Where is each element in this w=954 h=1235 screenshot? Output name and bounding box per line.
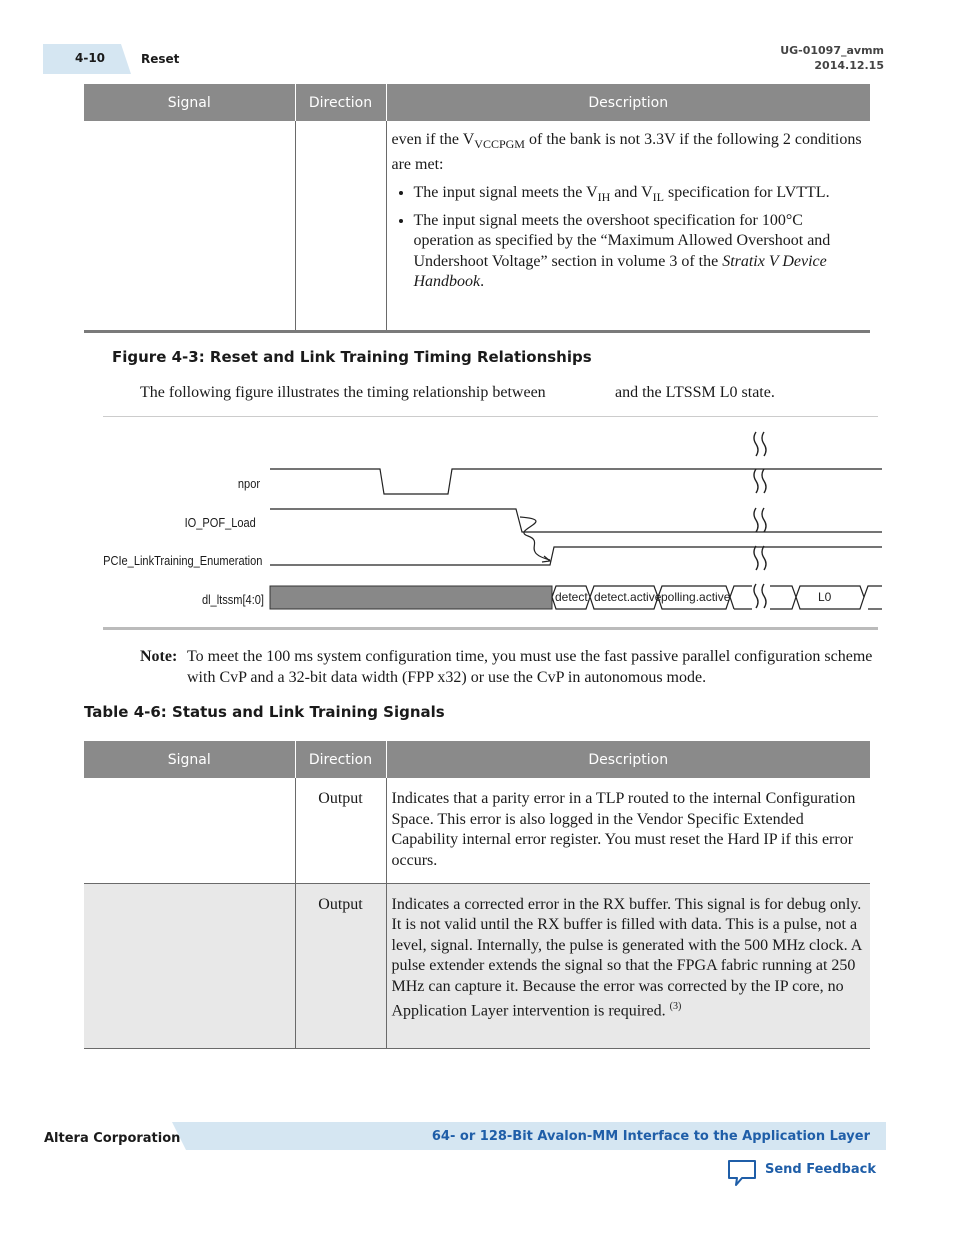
column-header-direction: Direction bbox=[295, 84, 386, 121]
column-header-direction: Direction bbox=[295, 741, 386, 778]
table-row bbox=[84, 121, 870, 331]
column-header-signal: Signal bbox=[84, 741, 295, 778]
signal-label-npor: npor bbox=[237, 476, 260, 491]
column-header-description: Description bbox=[386, 84, 870, 121]
column-header-description: Description bbox=[386, 741, 870, 778]
list-item: • The input signal meets the overshoot specification for 100°C operation as specified by the “Maximum Allowed Overshoot and Undershoot Voltage” section in volume 3 of the Stratix V Device Handbook. bbox=[414, 211, 863, 293]
figure-intro: The following figure illustrates the timing relationship between bbox=[140, 384, 546, 401]
column-header-signal: Signal bbox=[84, 84, 295, 121]
state-label-detect-active: detect.active bbox=[594, 590, 662, 604]
signal-cell bbox=[84, 883, 295, 1048]
description-cell: Indicates that a parity error in a TLP routed to the internal Configuration Space. This error is also logged in the Vendor Specific Extended Capability internal error register. You must reset the Hard IP if this error occurs. bbox=[391, 790, 856, 869]
handbook-reference: Stratix V Device Handbook bbox=[413, 252, 827, 291]
signal-cell bbox=[84, 121, 295, 331]
ltssm-undefined-region bbox=[270, 586, 552, 609]
doc-date: 2014.12.15 bbox=[814, 59, 884, 72]
page-number: 4-10 bbox=[75, 51, 106, 65]
signal-label-link-training: PCIe_LinkTraining_Enumeration bbox=[102, 553, 262, 568]
figure-top-rule bbox=[103, 416, 878, 417]
state-label-detect: detect bbox=[555, 590, 588, 604]
doc-id bbox=[780, 43, 884, 73]
causality-arrow bbox=[520, 517, 550, 560]
state-label-polling-active: polling.active bbox=[661, 590, 731, 604]
time-break-marks bbox=[754, 432, 766, 608]
direction-cell: Output bbox=[295, 778, 386, 883]
note-label: Note: bbox=[140, 648, 178, 665]
doc-id-code: UG-01097_avmm bbox=[780, 44, 884, 57]
table-title: Table 4-6: Status and Link Training Signals bbox=[84, 703, 445, 721]
signal-label-dl-ltssm: dl_ltssm[4:0] bbox=[201, 592, 264, 607]
figure-bottom-rule bbox=[103, 627, 878, 630]
feedback-icon[interactable] bbox=[726, 1158, 760, 1186]
io-pof-load-waveform bbox=[270, 509, 882, 532]
send-feedback-link[interactable]: Send Feedback bbox=[765, 1162, 876, 1177]
list-item: • The input signal meets the $V_{IH}$ and $V_{IL}$ specification for LVTTL. bbox=[414, 183, 863, 208]
state-label-l0: L0 bbox=[818, 590, 832, 604]
section-name: Reset bbox=[141, 52, 180, 66]
link-training-waveform bbox=[270, 547, 882, 565]
signal-label-io-pof-load: IO_POF_Load bbox=[184, 515, 256, 530]
footnote-marker[interactable]: (3) bbox=[669, 1001, 682, 1012]
table-row bbox=[84, 883, 870, 1048]
note-text: To meet the 100 ms system configuration time, you must use the fast passive parallel configuration scheme with CvP and a 32-bit data width (FPP x32) or use the CvP in autonomous mode. bbox=[187, 648, 873, 686]
status-signals-table bbox=[84, 741, 870, 1049]
table-row bbox=[84, 778, 870, 883]
vccpgm-subscript: VCCPGM bbox=[474, 137, 525, 152]
note-block bbox=[140, 646, 873, 686]
signal-cell bbox=[84, 778, 295, 883]
description-cell: Indicates a corrected error in the RX buffer. This signal is for debug only. It is not valid until the RX buffer is filled with data. This is a pulse, not a level, signal. Internally, the pulse is generated with the 500 MHz clock. A pulse extender extends the signal so that the FPGA fabric running at 250 MHz can capture it. Because the error was corrected by the IP core, no Application Layer intervention is required. $^{(3)}$ bbox=[391, 895, 862, 1020]
conditions-list bbox=[392, 183, 863, 293]
figure-title: Figure 4-3: Reset and Link Training Timing Relationships bbox=[112, 348, 592, 366]
description-intro: even if the $V_{VCCPGM}$ of the bank is not 3.3V if the following 2 conditions are met: bbox=[391, 131, 862, 173]
figure-intro-continued: and the LTSSM L0 state. bbox=[615, 384, 775, 401]
timing-diagram bbox=[0, 420, 954, 620]
footer-company: Altera Corporation bbox=[44, 1131, 181, 1146]
description-cell bbox=[386, 121, 870, 331]
npor-waveform bbox=[270, 469, 882, 494]
direction-cell bbox=[295, 121, 386, 331]
signal-table-continued bbox=[84, 84, 870, 333]
footer-doc-title-link[interactable]: 64- or 128-Bit Avalon-MM Interface to the Application Layer bbox=[431, 1129, 870, 1144]
direction-cell: Output bbox=[295, 883, 386, 1048]
